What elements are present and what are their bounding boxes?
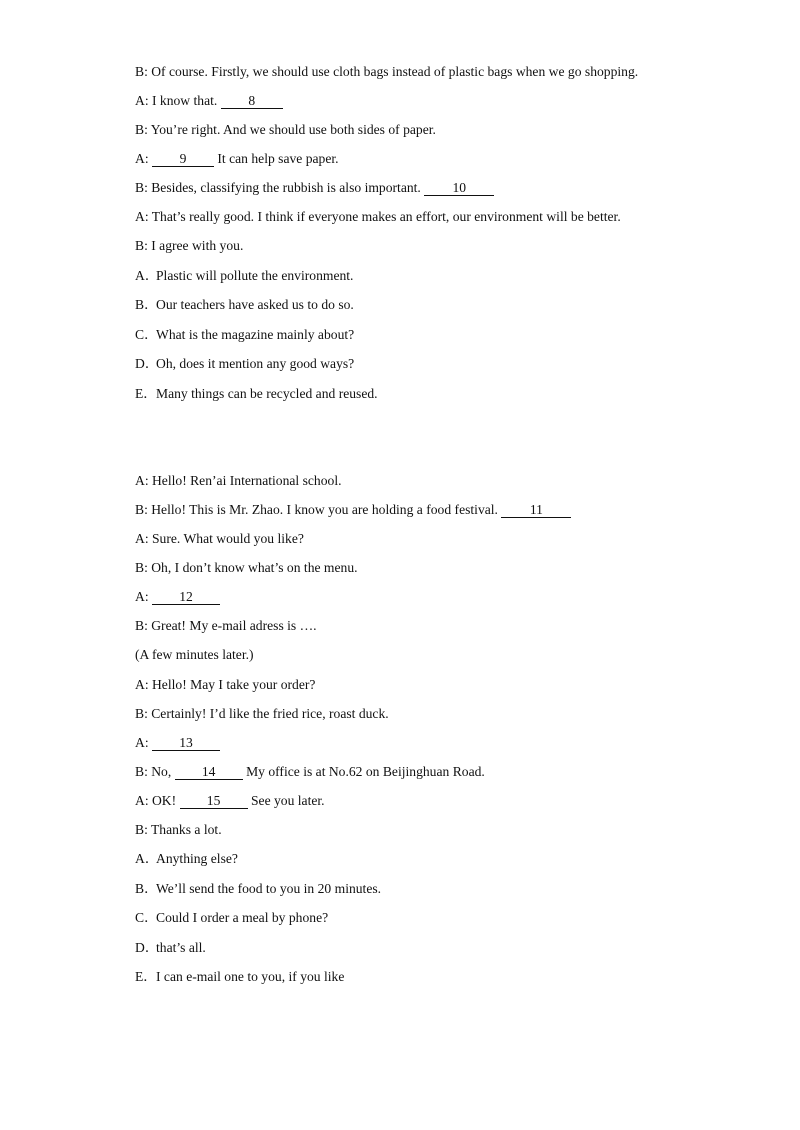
- option-text: that’s all.: [156, 940, 206, 955]
- option-letter: B．: [135, 297, 158, 312]
- dialogue2-line-1: [135, 472, 775, 490]
- dialogue1-option-c: [135, 326, 775, 344]
- option-text: We’ll send the food to you in 20 minutes.: [156, 881, 382, 896]
- option-text: I can e-mail one to you, if you like: [156, 969, 345, 984]
- line-text-before: B: Hello! This is Mr. Zhao. I know you are holding a food festival.: [135, 502, 502, 517]
- line-text-before: A: I know that.: [135, 93, 221, 108]
- option-letter: B．: [135, 881, 158, 896]
- line-text-before: A:: [135, 589, 152, 604]
- option-text: Plastic will pollute the environment.: [156, 268, 354, 283]
- line-text: A: Hello! Ren’ai International school.: [135, 473, 342, 488]
- line-text-after: My office is at No.62 on Beijinghuan Road.: [246, 764, 485, 779]
- dialogue1-line-5: [135, 179, 775, 197]
- dialogue1-option-d: [135, 355, 775, 373]
- option-text: Many things can be recycled and reused.: [156, 386, 378, 401]
- dialogue2-line-13: [135, 821, 775, 839]
- line-text-after: See you later.: [250, 793, 325, 808]
- dialogue2-line-3: [135, 530, 775, 548]
- line-text: B: You’re right. And we should use both sides of paper.: [135, 122, 436, 137]
- option-letter: C．: [135, 327, 158, 342]
- line-text: A: Hello! May I take your order?: [135, 677, 316, 692]
- dialogue1-line-2: [135, 92, 775, 110]
- dialogue1-option-a: [135, 267, 775, 285]
- dialogue2-line-9: [135, 705, 775, 723]
- answer-blank-15[interactable]: 15: [180, 794, 248, 809]
- option-text: Could I order a meal by phone?: [156, 910, 329, 925]
- option-letter: E．: [135, 386, 157, 401]
- dialogue2-option-a: [135, 850, 775, 868]
- dialogue2-line-8: [135, 676, 775, 694]
- option-text: Anything else?: [156, 851, 238, 866]
- answer-blank-14[interactable]: 14: [175, 765, 243, 780]
- option-letter: A．: [135, 268, 159, 283]
- dialogue1-option-b: [135, 296, 775, 314]
- dialogue1-line-4: [135, 150, 775, 168]
- dialogue2-line-5: [135, 588, 775, 606]
- answer-blank-12[interactable]: 12: [152, 590, 220, 605]
- line-text-before: A: OK!: [135, 793, 180, 808]
- option-letter: D．: [135, 356, 159, 371]
- option-text: What is the magazine mainly about?: [156, 327, 355, 342]
- option-text: Our teachers have asked us to do so.: [156, 297, 354, 312]
- line-text: B: Great! My e-mail adress is ….: [135, 618, 317, 633]
- dialogue1-option-e: [135, 385, 775, 403]
- line-text: B: Thanks a lot.: [135, 822, 222, 837]
- option-letter: E．: [135, 969, 157, 984]
- answer-blank-9[interactable]: 9: [152, 152, 214, 167]
- line-text-before: A:: [135, 151, 152, 166]
- dialogue2-line-11: [135, 763, 775, 781]
- line-text: B: Certainly! I’d like the fried rice, roast duck.: [135, 706, 389, 721]
- line-text: B: Of course. Firstly, we should use cloth bags instead of plastic bags when we go shopping.: [135, 64, 639, 79]
- line-text: A: That’s really good. I think if everyone makes an effort, our environment will be better.: [135, 209, 621, 224]
- dialogue1-line-6: [135, 208, 775, 226]
- dialogue2-line-6: [135, 617, 775, 635]
- line-text-before: B: No,: [135, 764, 175, 779]
- dialogue1-line-7: [135, 237, 775, 255]
- dialogue2-option-c: [135, 909, 775, 927]
- dialogue2-line-7: [135, 646, 775, 664]
- dialogue2-option-e: [135, 968, 775, 986]
- answer-blank-10[interactable]: 10: [424, 181, 494, 196]
- option-text: Oh, does it mention any good ways?: [156, 356, 355, 371]
- answer-blank-13[interactable]: 13: [152, 736, 220, 751]
- line-text: A: Sure. What would you like?: [135, 531, 304, 546]
- line-text: B: I agree with you.: [135, 238, 244, 253]
- dialogue1-line-3: [135, 121, 775, 139]
- option-letter: D．: [135, 940, 159, 955]
- answer-blank-11[interactable]: 11: [501, 503, 571, 518]
- dialogue2-option-d: [135, 939, 775, 957]
- line-text-before: A:: [135, 735, 152, 750]
- answer-blank-8[interactable]: 8: [221, 94, 283, 109]
- line-text-before: B: Besides, classifying the rubbish is also important.: [135, 180, 425, 195]
- dialogue2-option-b: [135, 880, 775, 898]
- line-text: B: Oh, I don’t know what’s on the menu.: [135, 560, 358, 575]
- line-text: (A few minutes later.): [135, 647, 254, 662]
- dialogue1-line-1: [135, 63, 775, 81]
- dialogue2-line-4: [135, 559, 775, 577]
- dialogue2-line-2: [135, 501, 775, 519]
- dialogue2-line-10: [135, 734, 775, 752]
- option-letter: C．: [135, 910, 158, 925]
- option-letter: A．: [135, 851, 159, 866]
- line-text-after: It can help save paper.: [217, 151, 339, 166]
- dialogue2-line-12: [135, 792, 775, 810]
